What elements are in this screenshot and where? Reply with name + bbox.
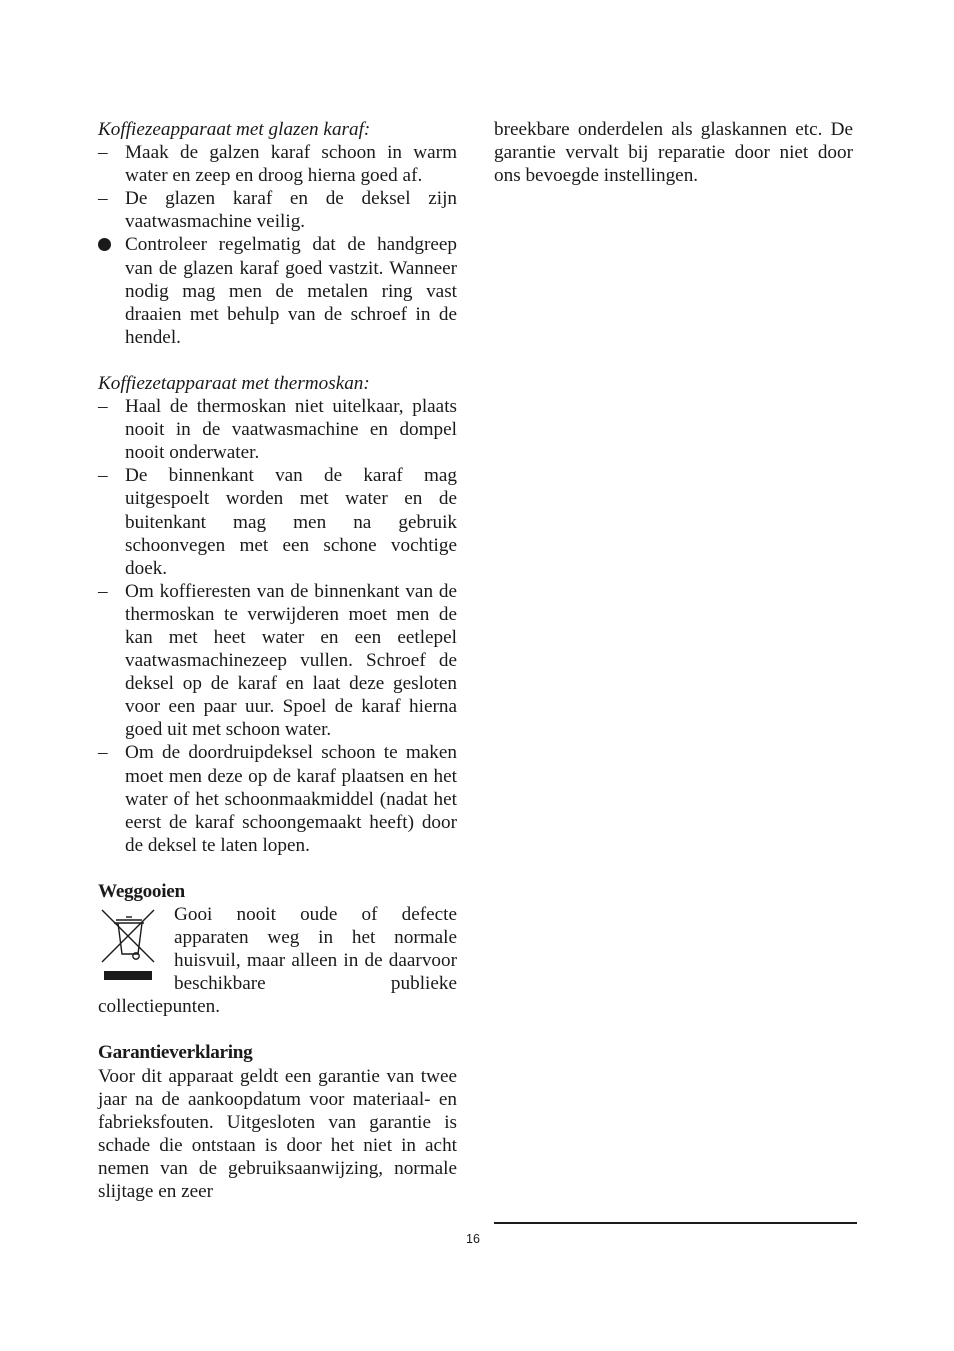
list-item: [98, 187, 457, 233]
list-item-text: Controleer regelmatig dat de handgreep van de glazen karaf goed vastzit. Wanneer nodig mag men de metalen ring vast draaien met behulp van de schroef in de hendel.: [125, 234, 457, 348]
list-item-text: Om koffieresten van de binnenkant van de thermoskan te verwijderen moet men de kan met heet water en een eetlepel vaatwasmachinezeep vullen. Schroef de deksel op de karaf en laat deze gesloten voor een paar uur. Spoel de karaf hierna goed uit met schoon water.: [125, 580, 457, 741]
thermo-glass-heading: Koffiezeapparaat met glazen karaf:: [98, 119, 371, 140]
footer-rule: [494, 1222, 857, 1224]
dash-marker: –: [98, 465, 108, 487]
list-item-text: Maak de galzen karaf schoon in warm water en zeep en droog hierna goed af.: [125, 142, 457, 187]
disposal-text: Gooi nooit oude of defecte apparaten weg in het normale huisvuil, maar alleen in de daarvoor beschikbare publieke collectiepunten.: [98, 904, 457, 1018]
dash-marker: –: [98, 742, 108, 764]
right-column: [494, 118, 853, 187]
dash-marker: –: [98, 188, 108, 210]
list-item-text: Haal de thermoskan niet uitelkaar, plaats nooit in de vaatwasmachine en dompel nooit onderwater.: [125, 396, 457, 464]
warranty-text: Voor dit apparaat geldt een garantie van twee jaar na de aankoopdatum voor materiaal- en fabrieksfouten. Uitgesloten van garantie is schade die ontstaan is door het niet in acht nemen van de gebruiksaanwijzing, normale slijtage en zeer: [98, 1065, 457, 1203]
list-item: [98, 141, 457, 187]
crossed-out-wheelie-bin-icon: [98, 906, 158, 982]
thermos-heading: Koffiezetapparaat met thermoskan:: [98, 372, 370, 394]
list-item: [98, 464, 457, 579]
list-item: [98, 233, 457, 348]
dash-marker: –: [98, 396, 108, 418]
list-item-text: De glazen karaf en de deksel zijn vaatwasmachine veilig.: [125, 188, 457, 233]
list-item-text: Om de doordruipdeksel schoon te maken moet men deze op de karaf plaatsen en het water of het schoonmaakmiddel (nadat het eerst de karaf schoongemaakt heeft) door de deksel te laten lopen.: [125, 742, 457, 856]
bullet-icon: [98, 233, 118, 257]
glass-carafe-list: [98, 141, 457, 349]
left-column: [98, 118, 457, 1203]
list-item: [98, 580, 457, 742]
dash-marker: –: [98, 142, 108, 164]
dash-marker: –: [98, 580, 108, 602]
disposal-section: [98, 903, 457, 1018]
disposal-heading: Weggooien: [98, 880, 185, 902]
list-item: [98, 741, 457, 856]
warranty-continued-text: breekbare onderdelen als glaskannen etc. De garantie vervalt bij reparatie door niet door ons bevoegde instellingen.: [494, 119, 853, 187]
list-item: [98, 395, 457, 464]
thermos-list: [98, 395, 457, 857]
warranty-heading: Garantieverklaring: [98, 1042, 253, 1064]
page-number: 16: [466, 1232, 480, 1246]
list-item-text: De binnenkant van de karaf mag uitgespoelt worden met water en de buitenkant mag men na gebruik schoonvegen met een schone vochtige doek.: [125, 465, 457, 579]
